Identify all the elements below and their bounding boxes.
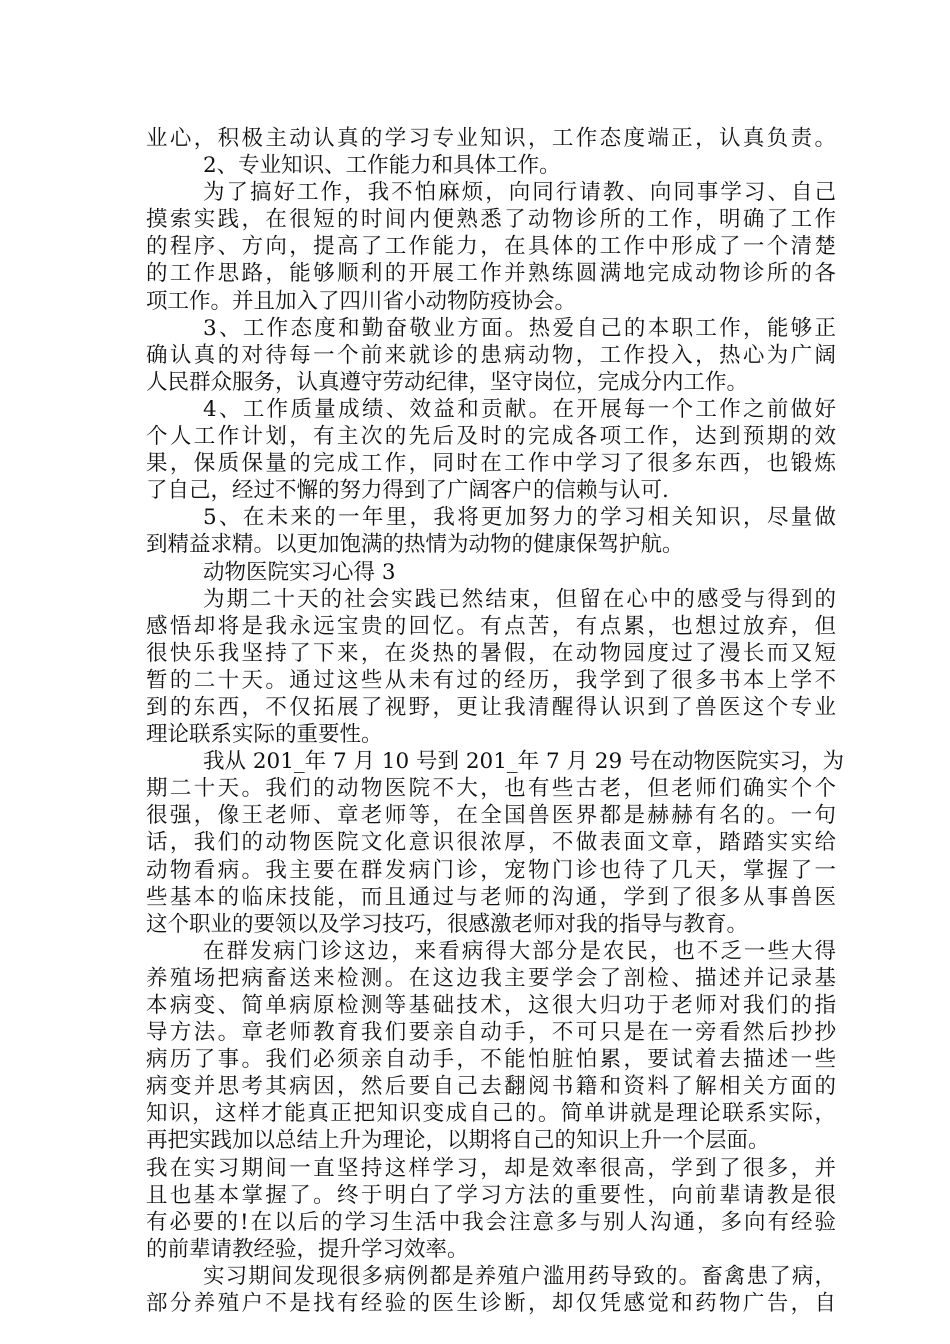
text-line: 养殖场把病畜送来检测。在这边我主要学会了剖检、描述并记录基 [146, 965, 836, 991]
text-line: 再把实践加以总结上升为理论，以期将自己的知识上升一个层面。 [146, 1128, 770, 1154]
text-line: 果，保质保量的完成工作，同时在工作中学习了很多东西，也锻炼 [146, 451, 836, 477]
text-line: 动物看病。我主要在群发病门诊，宠物门诊也待了几天，掌握了一 [146, 857, 836, 883]
text-line: 到精益求精。以更加饱满的热情为动物的健康保驾护航。 [146, 532, 684, 558]
text-line: 的程序、方向，提高了工作能力，在具体的工作中形成了一个清楚 [146, 234, 836, 260]
text-line: 5、在未来的一年里，我将更加努力的学习相关知识，尽量做 [203, 505, 836, 531]
text-line: 知识，这样才能真正把知识变成自己的。简单讲就是理论联系实际， [146, 1101, 836, 1127]
text-line: 人民群众服务，认真遵守劳动纪律，坚守岗位，完成分内工作。 [146, 369, 749, 395]
text-line: 我在实习期间一直坚持这样学习，却是效率很高，学到了很多，并 [146, 1155, 836, 1181]
text-line: 这个职业的要领以及学习技巧，很感激老师对我的指导与教育。 [146, 911, 749, 937]
text-line: 病变并思考其病因，然后要自己去翻阅书籍和资料了解相关方面的 [146, 1074, 836, 1100]
text-line: 话，我们的动物医院文化意识很浓厚，不做表面文章，踏踏实实给 [146, 830, 836, 856]
text-line: 摸索实践，在很短的时间内便熟悉了动物诊所的工作，明确了工作 [146, 207, 836, 233]
text-line: 业心，积极主动认真的学习专业知识，工作态度端正，认真负责。 [146, 126, 836, 151]
text-line: 期二十天。我们的动物医院不大，也有些古老，但老师们确实个个 [146, 776, 836, 802]
text-line: 了自己，经过不懈的努力得到了广阔客户的信赖与认可. [146, 478, 669, 504]
text-line: 为期二十天的社会实践已然结束，但留在心中的感受与得到的 [203, 586, 836, 612]
text-line: 到的东西，不仅拓展了视野，更让我清醒得认识到了兽医这个专业 [146, 694, 836, 720]
text-line: 些基本的临床技能，而且通过与老师的沟通，学到了很多从事兽医 [146, 884, 836, 910]
text-line: 确认真的对待每一个前来就诊的患病动物，工作投入，热心为广阔 [146, 342, 836, 368]
text-line: 3、工作态度和勤奋敬业方面。热爱自己的本职工作，能够正 [203, 315, 836, 341]
text-line: 在群发病门诊这边，来看病得大部分是农民，也不乏一些大得 [203, 938, 836, 964]
text-line: 理论联系实际的重要性。 [146, 722, 383, 748]
text-line: 暂的二十天。通过这些从未有过的经历，我学到了很多书本上学不 [146, 667, 836, 693]
text-line: 实习期间发现很多病例都是养殖户滥用药导致的。畜禽患了病， [203, 1263, 836, 1289]
text-line: 很快乐我坚持了下来，在炎热的暑假，在动物园度过了漫长而又短 [146, 640, 836, 666]
text-line: 很强，像王老师、章老师等，在全国兽医界都是赫赫有名的。一句 [146, 803, 836, 829]
text-line: 个人工作计划，有主次的先后及时的完成各项工作，达到预期的效 [146, 424, 836, 450]
text-line: 的工作思路，能够顺利的开展工作并熟练圆满地完成动物诊所的各 [146, 261, 836, 287]
text-line: 导方法。章老师教育我们要亲自动手，不可只是在一旁看然后抄抄 [146, 1020, 836, 1046]
text-line: 4、工作质量成绩、效益和贡献。在开展每一个工作之前做好 [203, 396, 836, 422]
text-line: 为了搞好工作，我不怕麻烦，向同行请教、向同事学习、自己 [203, 180, 836, 206]
document-body [146, 125, 844, 1317]
text-line: 2、专业知识、工作能力和具体工作。 [203, 153, 561, 179]
text-line: 的前辈请教经验，提升学习效率。 [146, 1236, 469, 1262]
text-line: 本病变、简单病原检测等基础技术，这很大归功于老师对我们的指 [146, 993, 836, 1018]
text-line: 动物医院实习心得 3 [203, 559, 396, 585]
text-line: 我从 201_年 7 月 10 号到 201_年 7 月 29 号在动物医院实习，为 [203, 749, 844, 775]
text-line: 病历了事。我们必须亲自动手，不能怕脏怕累，要试着去描述一些 [146, 1047, 836, 1073]
text-line: 且也基本掌握了。终于明白了学习方法的重要性，向前辈请教是很 [146, 1182, 836, 1208]
text-line: 部分养殖户不是找有经验的医生诊断，却仅凭感觉和药物广告，自 [146, 1291, 836, 1317]
text-line: 有必要的!在以后的学习生活中我会注意多与别人沟通，多向有经验 [146, 1209, 836, 1235]
text-line: 感悟却将是我永远宝贵的回忆。有点苦，有点累，也想过放弃，但 [146, 613, 836, 639]
text-line: 项工作。并且加入了四川省小动物防疫协会。 [146, 288, 577, 314]
